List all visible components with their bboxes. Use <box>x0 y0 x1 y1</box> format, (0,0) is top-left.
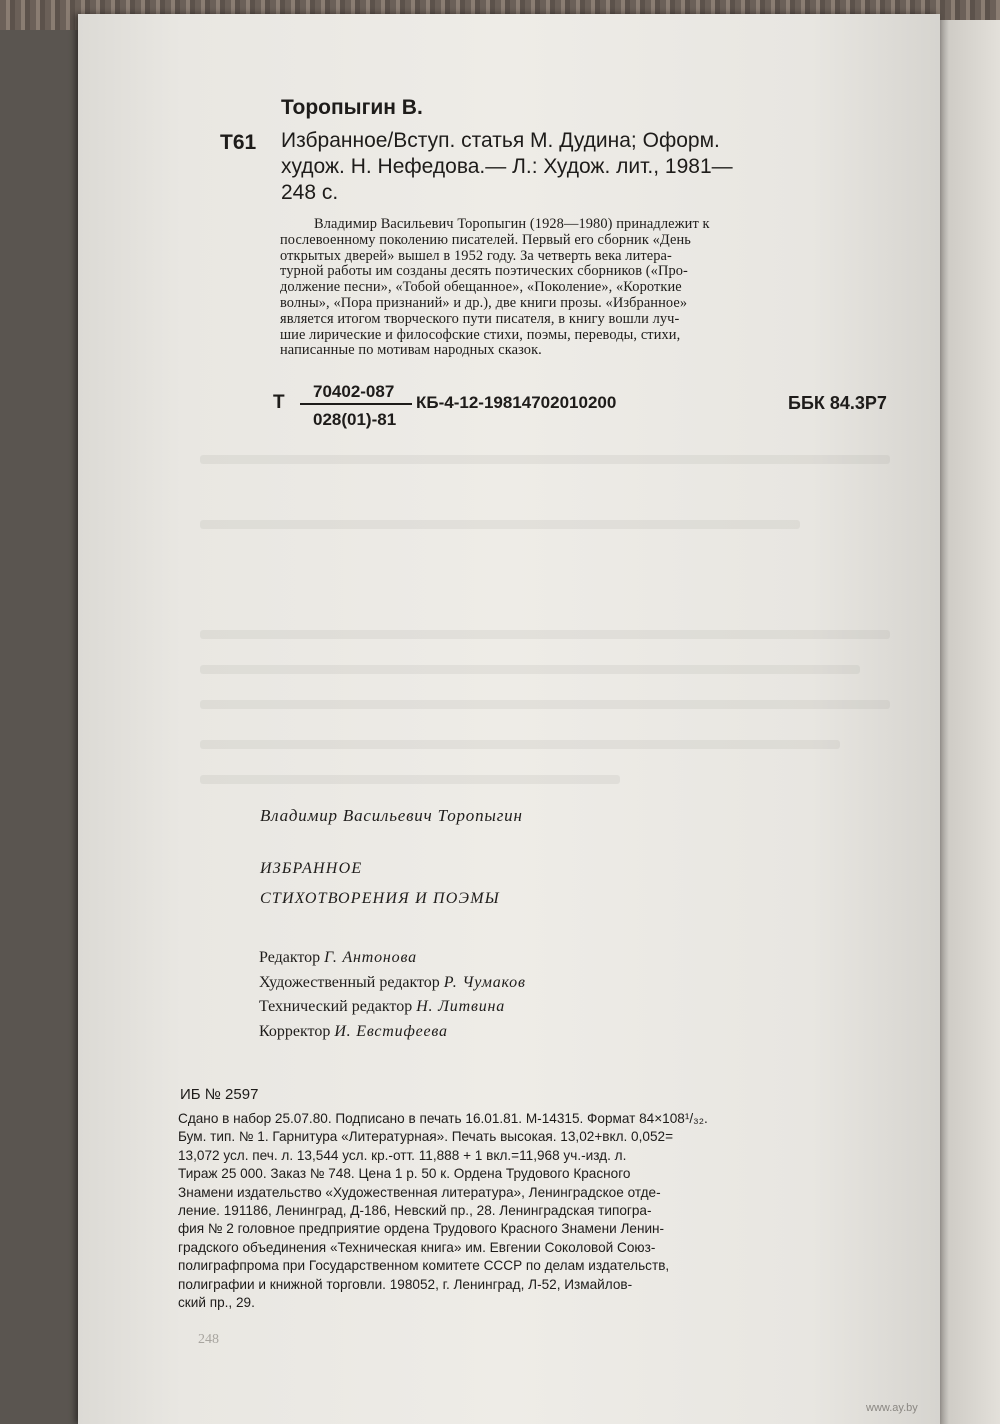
biblio-line: Избранное/Вступ. статья М. Дудина; Оформ. <box>281 129 720 152</box>
annotation-line: является итогом творческого пути писателя, в книгу вошли луч- <box>280 310 680 327</box>
book-subtitle: СТИХОТВОРЕНИЯ И ПОЭМЫ <box>260 890 500 907</box>
show-through-line <box>200 520 800 529</box>
colophon-line: полиграфпрома при Государственном комитете СССР по делам издательств, <box>178 1258 670 1274</box>
staff-role: Корректор <box>259 1022 331 1040</box>
staff-row <box>259 995 526 1020</box>
colophon <box>178 1110 900 1312</box>
staff-credits <box>259 946 526 1044</box>
staff-role: Редактор <box>259 949 321 966</box>
bbk-code: ББК 84.3Р7 <box>788 393 887 413</box>
annotation-line: турной работы им созданы десять поэтических сборников («Про- <box>280 263 688 280</box>
next-page-edge <box>940 20 1000 1424</box>
author-heading: Торопыгин В. <box>281 96 423 119</box>
show-through-line <box>200 700 890 709</box>
annotation-line: написанные по мотивам народных сказок. <box>280 342 542 359</box>
colophon-line: Знамени издательство «Художественная литература», Ленинградское отде- <box>178 1184 661 1200</box>
colophon-line: Сдано в набор 25.07.80. Подписано в печать 16.01.81. М-14315. Формат 84×108¹/₃₂. <box>178 1111 708 1126</box>
index-letter: Т <box>273 392 285 413</box>
staff-role: Художественный редактор <box>259 973 440 991</box>
show-through-line <box>200 665 860 674</box>
staff-name: Н. Литвина <box>416 998 506 1015</box>
book-title: ИЗБРАННОЕ <box>260 860 363 877</box>
annotation-line: послевоенному поколению писателей. Первый его сборник «День <box>280 231 691 248</box>
colophon-line: ление. 191186, Ленинград, Д-186, Невский пр., 28. Ленинградская типогра- <box>178 1203 652 1219</box>
colophon-line: полиграфии и книжной торговли. 198052, г. Ленинград, Л-52, Измайлов- <box>178 1276 633 1292</box>
annotation-line: волны», «Пора признаний» и др.), две книги прозы. «Избранное» <box>280 294 688 311</box>
colophon-line: Бум. тип. № 1. Гарнитура «Литературная». Печать высокая. 13,02+вкл. 0,052= <box>178 1129 674 1145</box>
staff-name: И. Евстифеева <box>334 1022 448 1040</box>
colophon-line: градского объединения «Техническая книга» им. Евгении Соколовой Союз- <box>178 1239 656 1255</box>
biblio-line: 248 с. <box>281 181 339 204</box>
bibliographic-description <box>281 128 917 206</box>
watermark: www.ay.by <box>866 1402 918 1414</box>
staff-role: Технический редактор <box>259 998 413 1015</box>
annotation-line: шие лирические и философские стихи, поэмы, переводы, стихи, <box>280 326 681 343</box>
page-number: 248 <box>198 1332 219 1347</box>
show-through-line <box>200 775 620 784</box>
staff-name: Г. Антонова <box>324 949 417 966</box>
kb-code: КБ-4-12-19814702010200 <box>416 393 617 412</box>
classification-code: Т61 <box>220 131 257 154</box>
annotation-line: открытых дверей» вышел в 1952 году. За четверть века литера- <box>280 247 672 264</box>
staff-name: Р. Чумаков <box>443 973 526 991</box>
colophon-line: Тираж 25 000. Заказ № 748. Цена 1 р. 50 к. Ордена Трудового Красного <box>178 1166 631 1182</box>
annotation <box>280 217 916 359</box>
annotation-line: Владимир Васильевич Торопыгин (1928—1980) принадлежит к <box>314 216 710 232</box>
index-denominator: 028(01)-81 <box>313 410 397 429</box>
staff-row <box>259 1020 526 1045</box>
biblio-line: худож. Н. Нефедова.— Л.: Худож. лит., 1981— <box>281 155 733 178</box>
index-numerator: 70402-087 <box>313 382 395 401</box>
staff-row <box>259 971 526 996</box>
colophon-line: ский пр., 29. <box>178 1295 255 1311</box>
author-full-name: Владимир Васильевич Торопыгин <box>260 806 523 825</box>
colophon-line: 13,072 усл. печ. л. 13,544 усл. кр.-отт. 11,888 + 1 вкл.=11,968 уч.-изд. л. <box>178 1147 627 1163</box>
annotation-line: должение песни», «Тобой обещанное», «Поколение», «Короткие <box>280 279 682 296</box>
ib-number: ИБ № 2597 <box>180 1086 259 1103</box>
colophon-line: фия № 2 головное предприятие ордена Трудового Красного Знамени Ленин- <box>178 1221 665 1237</box>
staff-row <box>259 946 526 971</box>
show-through-line <box>200 740 840 749</box>
fraction-bar <box>300 403 412 405</box>
show-through-line <box>200 630 890 639</box>
show-through-line <box>200 455 890 464</box>
